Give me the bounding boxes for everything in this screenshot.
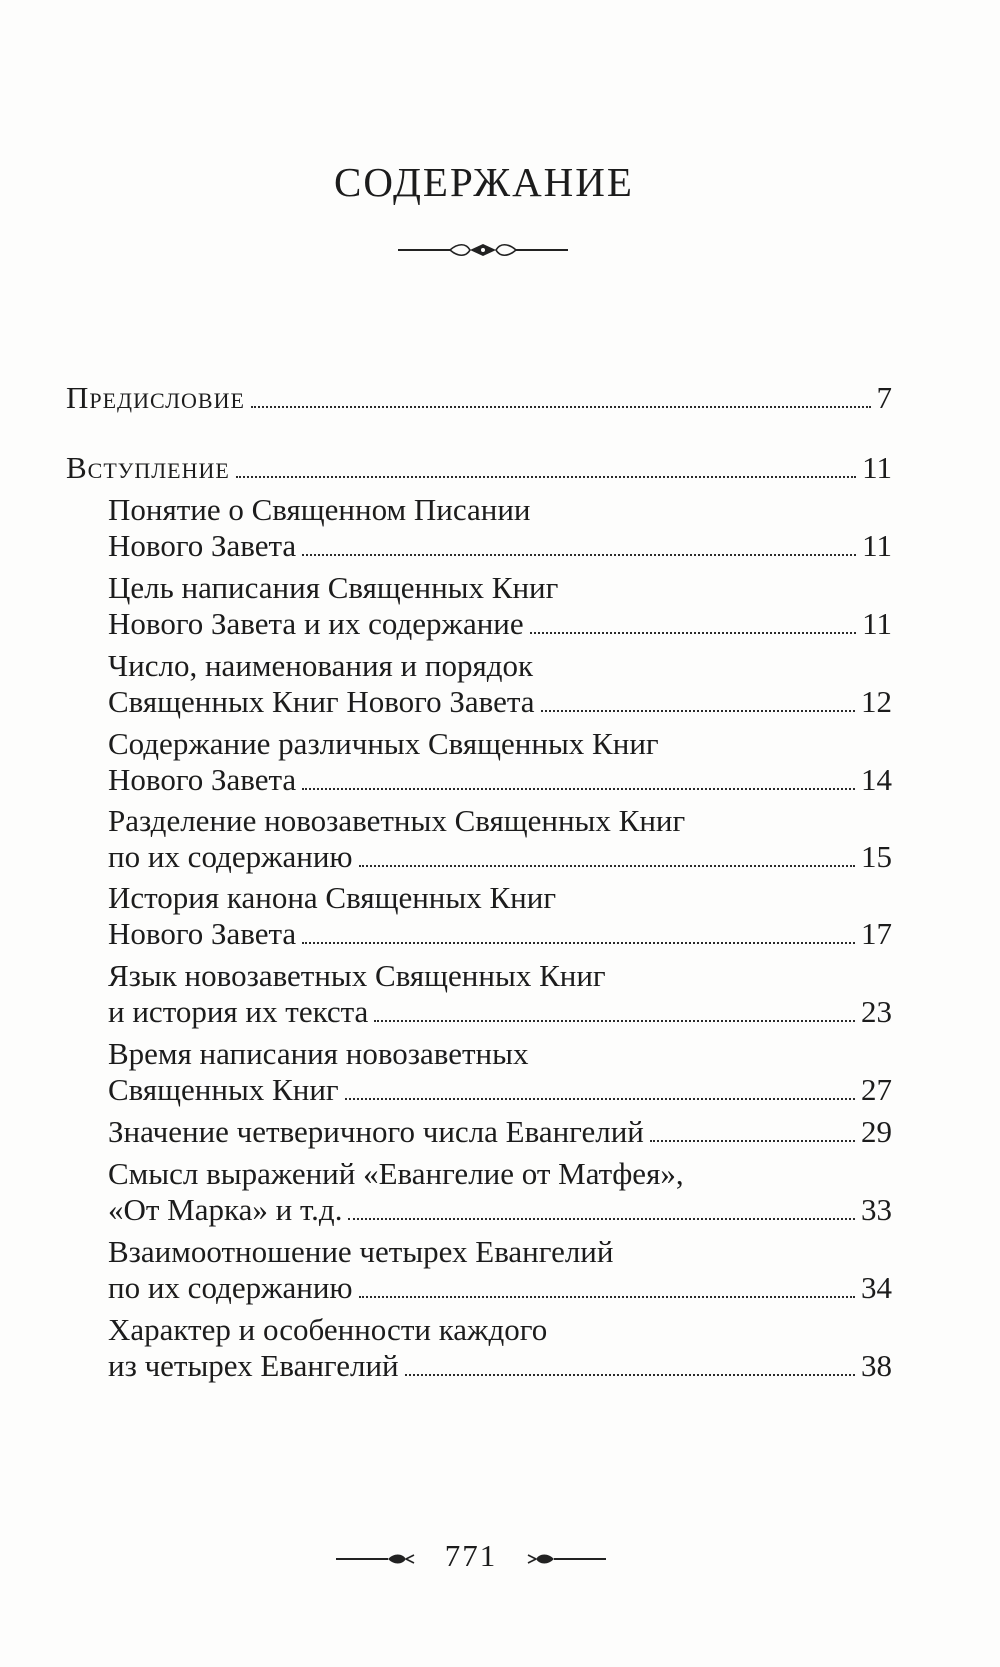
toc-entry-line	[108, 684, 892, 720]
dot-leader	[236, 476, 856, 478]
title-ornament-icon	[398, 240, 568, 260]
toc-entry[interactable]	[108, 958, 892, 1030]
toc-entry-line	[108, 528, 892, 564]
toc-entry-title: Нового Завета	[108, 916, 297, 951]
dot-leader	[530, 632, 857, 634]
toc-entry-page-number: 11	[862, 606, 892, 641]
toc-entry-line	[108, 994, 892, 1030]
toc-entry-title: по их содержанию	[108, 1270, 353, 1305]
toc-entry-title: Вступление	[66, 450, 230, 485]
toc-entry-line	[108, 1348, 892, 1384]
toc-entry-page-number: 34	[861, 1270, 892, 1305]
toc-entry-page-number: 23	[861, 994, 892, 1029]
toc-entry[interactable]	[108, 1312, 892, 1384]
toc-entry-title: Нового Завета	[108, 528, 297, 563]
toc-entry-title-line1: Понятие о Священном Писании	[108, 492, 531, 527]
toc-entry-page-number: 17	[861, 916, 892, 951]
toc-entry-title: Нового Завета	[108, 762, 297, 797]
toc-entry-line	[108, 762, 892, 798]
toc-entry-title: Священных Книг	[108, 1072, 339, 1107]
toc-entry-line	[108, 839, 892, 875]
toc-entry-title: Значение четверичного числа Евангелий	[108, 1114, 644, 1149]
toc-entry-title-line1: История канона Священных Книг	[108, 880, 557, 915]
toc-entry[interactable]	[108, 880, 892, 952]
toc-entry-page-number: 14	[861, 762, 892, 797]
toc-entry-title-line1: Число, наименования и порядок	[108, 648, 534, 683]
toc-entry-page-number: 33	[861, 1192, 892, 1227]
toc-entry[interactable]	[108, 1036, 892, 1108]
dot-leader	[650, 1140, 855, 1142]
toc-entry-title: по их содержанию	[108, 839, 353, 874]
toc-entry-title-line1: Цель написания Священных Книг	[108, 570, 559, 605]
toc-entry-page-number: 7	[876, 380, 892, 415]
toc-entry-line	[108, 1072, 892, 1108]
toc-entry-page-number: 29	[861, 1114, 892, 1149]
toc-entry[interactable]	[108, 803, 892, 875]
toc-entry-title-line1: Взаимоотношение четырех Евангелий	[108, 1234, 614, 1269]
toc-entry-title: из четырех Евангелий	[108, 1348, 399, 1383]
toc-entry[interactable]	[66, 380, 892, 416]
toc-entry-page-number: 11	[862, 450, 892, 485]
dot-leader	[374, 1020, 855, 1022]
toc-entry[interactable]	[108, 1234, 892, 1306]
toc-entry-title: «От Марка» и т.д.	[108, 1192, 343, 1227]
toc-entry-line	[108, 1270, 892, 1306]
dot-leader	[405, 1374, 855, 1376]
toc-entry[interactable]	[108, 726, 892, 798]
page-number: 771	[444, 1538, 498, 1573]
toc-entry-title: Священных Книг Нового Завета	[108, 684, 535, 719]
toc-entry[interactable]	[108, 1156, 892, 1228]
toc-entry[interactable]	[108, 492, 892, 564]
toc-entry[interactable]	[108, 570, 892, 642]
toc-entry[interactable]	[108, 648, 892, 720]
toc-entry-line	[108, 1114, 892, 1150]
toc-entry-page-number: 11	[862, 528, 892, 563]
toc-entry-title: Предисловие	[66, 380, 245, 415]
toc-entry-line	[108, 916, 892, 952]
dot-leader	[251, 406, 871, 408]
dot-leader	[302, 554, 856, 556]
dot-leader	[302, 788, 855, 790]
toc-entry-title: Нового Завета и их содержание	[108, 606, 524, 641]
toc-entry[interactable]	[108, 1114, 892, 1150]
toc-entry-line	[108, 1192, 892, 1228]
toc-entry-line	[108, 606, 892, 642]
page-footer	[336, 1538, 606, 1578]
toc-entry-title: и история их текста	[108, 994, 369, 1029]
toc-entry-title-line1: Разделение новозаветных Священных Книг	[108, 803, 686, 838]
toc-entry-page-number: 38	[861, 1348, 892, 1383]
toc-entry-page-number: 15	[861, 839, 892, 874]
dot-leader	[359, 1296, 855, 1298]
toc-entry-title-line1: Время написания новозаветных	[108, 1036, 529, 1071]
page-title: СОДЕРЖАНИЕ	[334, 159, 634, 205]
toc-entry-page-number: 12	[861, 684, 892, 719]
toc-entry-line	[66, 380, 892, 416]
toc-entry-line	[66, 450, 892, 486]
dot-leader	[359, 865, 855, 867]
dot-leader	[541, 710, 855, 712]
toc-entry-title-line1: Характер и особенности каждого	[108, 1312, 548, 1347]
toc-entry-title-line1: Смысл выражений «Евангелие от Матфея»,	[108, 1156, 684, 1191]
footer-right-ornament-icon	[526, 1552, 606, 1566]
dot-leader	[345, 1098, 855, 1100]
toc-entry-page-number: 27	[861, 1072, 892, 1107]
dot-leader	[348, 1218, 855, 1220]
toc-entry-title-line1: Язык новозаветных Священных Книг	[108, 958, 606, 993]
toc-entry-title-line1: Содержание различных Священных Книг	[108, 726, 659, 761]
toc-entry[interactable]	[66, 450, 892, 486]
dot-leader	[302, 942, 855, 944]
